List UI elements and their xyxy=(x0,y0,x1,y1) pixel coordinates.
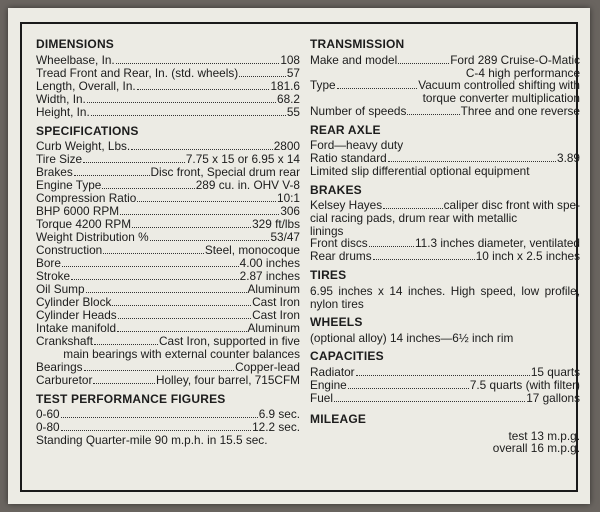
wheels-heading: WHEELS xyxy=(310,315,363,330)
dimensions-list xyxy=(36,54,300,119)
spec-row: Radiator 15 quarts xyxy=(310,364,580,379)
spec-row: Height, In. 55 xyxy=(36,104,300,119)
mileage-overall: overall 16 m.p.g. xyxy=(492,441,580,456)
spec-row: Make and model Ford 289 Cruise-O-Matic xyxy=(310,52,580,67)
transmission-heading: TRANSMISSION xyxy=(310,37,405,51)
right-column xyxy=(310,30,580,455)
rear-axle-heading: REAR AXLE xyxy=(310,122,381,137)
spec-row: Stroke 2.87 inches xyxy=(36,269,300,284)
spec-row: Kelsey Hayes caliper disc front with spe- xyxy=(310,198,580,213)
tires-heading: TIRES xyxy=(310,268,347,283)
spec-row: Cylinder Block Cast Iron xyxy=(36,295,300,310)
spec-row: Number of speeds Three and one reverse xyxy=(310,103,580,118)
spec-row: Bearings Copper-lead xyxy=(36,359,300,374)
quarter-mile-line: Standing Quarter-mile 90 m.p.h. in 15.5 sec. xyxy=(36,433,268,448)
spec-row: Bore 4.00 inches xyxy=(36,256,300,271)
capacities-heading: CAPACITIES xyxy=(310,349,384,364)
continuation-line: torque converter multiplication xyxy=(422,91,580,106)
test-performance-list xyxy=(36,408,300,447)
spec-row: Curb Weight, Lbs. 2800 xyxy=(36,139,300,154)
spec-row: Tread Front and Rear, In. (std. wheels) 57 xyxy=(36,65,300,80)
brakes-heading: BRAKES xyxy=(310,182,362,197)
spec-sheet xyxy=(8,8,590,504)
left-column xyxy=(36,30,300,447)
continuation-line: main bearings with external counter balances xyxy=(63,347,300,362)
mileage-heading: MILEAGE xyxy=(310,411,367,426)
mileage-test: test 13 m.p.g. xyxy=(508,428,580,443)
spec-row: Wheelbase, In. 108 xyxy=(36,52,300,67)
dimensions-heading: DIMENSIONS xyxy=(36,37,115,51)
wheels-text: (optional alloy) 14 inches—6½ inch rim xyxy=(310,330,514,345)
spec-row: Construction Steel, monocoque xyxy=(36,243,300,258)
spec-row: Crankshaft Cast Iron, supported in five xyxy=(36,334,300,349)
spec-row: Intake manifold Aluminum xyxy=(36,321,300,336)
spec-row: Carburetor Holley, four barrel, 715CFM xyxy=(36,372,300,387)
continuation-line: cial racing pads, drum rear with metallic xyxy=(310,211,518,226)
spec-row: 0-80 12.2 sec. xyxy=(36,420,300,435)
spec-row: Weight Distribution % 53/47 xyxy=(36,230,300,245)
spec-row: Width, In. 68.2 xyxy=(36,91,300,106)
spec-row: Tire Size 7.75 x 15 or 6.95 x 14 xyxy=(36,152,300,167)
spec-row: Cylinder Heads Cast Iron xyxy=(36,308,300,323)
spec-row: Ratio standard 3.89 xyxy=(310,150,580,165)
spec-row: Compression Ratio 10:1 xyxy=(36,191,300,206)
spec-row: Length, Overall, In. 181.6 xyxy=(36,78,300,93)
spec-row: Torque 4200 RPM 329 ft/lbs xyxy=(36,217,300,232)
spec-row: BHP 6000 RPM 306 xyxy=(36,204,300,219)
continuation-line: linings xyxy=(310,223,344,238)
text-line: Ford—heavy duty xyxy=(310,138,404,153)
spec-row: Engine 7.5 quarts (with filter) xyxy=(310,377,580,392)
specifications-list xyxy=(36,140,300,387)
test-performance-heading: TEST PERFORMANCE FIGURES xyxy=(36,391,226,406)
spec-row: Oil Sump Aluminum xyxy=(36,282,300,297)
continuation-line: C-4 high performance xyxy=(465,65,580,80)
spec-row: Brakes Disc front, Special drum rear xyxy=(36,165,300,180)
spec-row: Front discs 11.3 inches diameter, ventilated xyxy=(310,236,580,251)
spec-row: Engine Type 289 cu. in. OHV V-8 xyxy=(36,178,300,193)
specifications-heading: SPECIFICATIONS xyxy=(36,123,139,138)
spec-row: 0-60 6.9 sec. xyxy=(36,407,300,422)
tires-text: 6.95 inches x 14 inches. High speed, low profile, nylon tires xyxy=(310,283,580,311)
text-line: Limited slip differential optional equipment xyxy=(310,163,530,178)
spec-row: Fuel 17 gallons xyxy=(310,390,580,405)
spec-row: Type Vacuum controlled shifting with xyxy=(310,78,580,93)
spec-row: Rear drums 10 inch x 2.5 inches xyxy=(310,249,580,264)
